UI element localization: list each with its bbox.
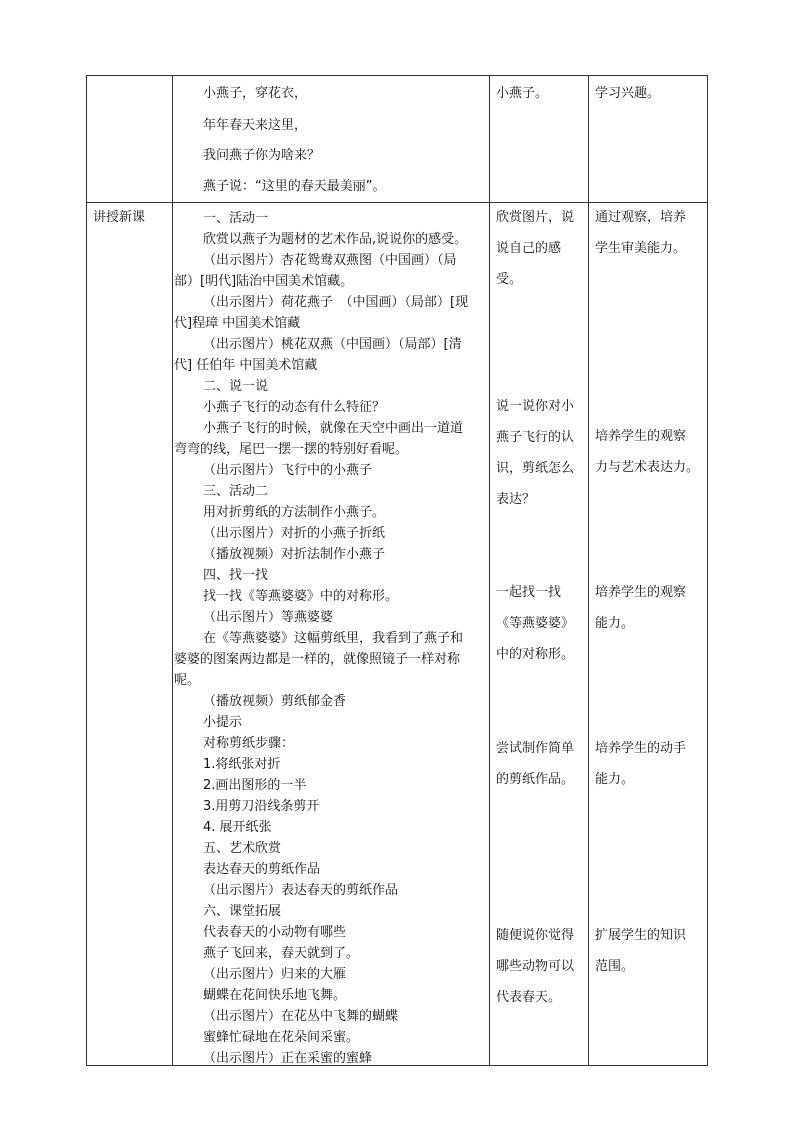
poem-line: 燕子说：“这里的春天最美丽”。	[203, 179, 386, 194]
teacher-activity-line: （出示图片）桃花双燕（中国画）（局部）[清	[203, 337, 462, 352]
teacher-activity-line: 蜜蜂忙碌地在花朵间采蜜。	[203, 1030, 360, 1045]
teacher-activity-line: 一、活动一	[203, 211, 269, 226]
student-activity: 一起找一找 《等燕婆婆》 中的对称形。	[496, 585, 575, 662]
poem-line: 我问燕子你为啥来？	[203, 148, 321, 163]
student-activity: 说一说你对小 燕子飞行的认 识，剪纸怎么 表达？	[496, 399, 575, 507]
teacher-activity-line: 小燕子飞行的动态有什么特征？	[203, 400, 386, 415]
design-purpose: 通过观察，培养 学生审美能力。	[595, 210, 687, 256]
student-activity: 随便说你觉得 哪些动物可以 代表春天。	[496, 928, 575, 1005]
table-border-left	[86, 75, 87, 1066]
teacher-activity-line: 五、艺术欣赏	[203, 841, 282, 856]
teacher-activity-line: 部）[明代]陆治中国美术馆藏。	[174, 274, 354, 289]
teacher-activity-line: （播放视频）剪纸郁金香	[203, 694, 347, 709]
teacher-activity-line: 在《等燕婆婆》这幅剪纸里，我看到了燕子和	[203, 631, 464, 646]
teacher-activity-line: 六、课堂拓展	[203, 904, 282, 919]
teacher-activity-line: （出示图片）飞行中的小燕子	[203, 463, 373, 478]
teacher-activity-line: （出示图片）归来的大雁	[203, 967, 347, 982]
table-border-bottom	[86, 1065, 708, 1066]
teacher-activity-line: 呢。	[174, 673, 201, 688]
teacher-activity-line: 三、活动二	[203, 484, 269, 499]
teacher-activity-line: 二、说一说	[203, 379, 269, 394]
teacher-activity-line: （出示图片）等燕婆婆	[203, 610, 334, 625]
teacher-activity-line: 对称剪纸步骤：	[203, 736, 295, 751]
table-border-right	[707, 75, 708, 1066]
teacher-activity-line: 2.画出图形的一半	[203, 778, 307, 793]
teacher-activity-line: （出示图片）在花丛中飞舞的蝴蝶	[203, 1009, 399, 1024]
table-column-divider	[588, 75, 589, 1066]
teacher-activity-line: 燕子飞回来，春天就到了。	[203, 946, 360, 961]
teacher-activity-line: 弯弯的线，尾巴一摆一摆的特别好看呢。	[174, 442, 409, 457]
teacher-activity-line: 代]程璋 中国美术馆藏	[174, 316, 301, 331]
teacher-activity-line: 用对折剪纸的方法制作小燕子。	[203, 505, 386, 520]
teacher-activity-line: （出示图片）表达春天的剪纸作品	[203, 883, 399, 898]
student-activity: 小燕子。	[496, 86, 549, 101]
teacher-activity-line: 小燕子飞行的时候，就像在天空中画出一道道	[203, 421, 464, 436]
teacher-activity-line: （出示图片）荷花燕子 （中国画）（局部）[现	[203, 295, 469, 310]
teacher-activity-line: 代] 任伯年 中国美术馆藏	[174, 358, 318, 373]
stage-label: 讲授新课	[93, 210, 146, 225]
teacher-activity-line: （播放视频）对折法制作小燕子	[203, 547, 386, 562]
teacher-activity-line: （出示图片）正在采蜜的蜜蜂	[203, 1051, 373, 1066]
teacher-activity-line: 小提示	[203, 715, 243, 730]
teacher-activity-line: 4. 展开纸张	[203, 820, 272, 835]
teacher-activity-line: 1.将纸张对折	[203, 757, 281, 772]
design-purpose: 培养学生的观察 能力。	[595, 585, 687, 631]
poem-line: 小燕子，穿花衣，	[203, 86, 308, 101]
table-border-top	[86, 75, 708, 76]
design-purpose: 培养学生的动手 能力。	[595, 741, 687, 787]
teacher-activity-line: 找一找《等燕婆婆》中的对称形。	[203, 589, 399, 604]
student-activity: 欣赏图片，说 说自己的感受。	[496, 210, 575, 287]
teacher-activity-line: 代表春天的小动物有哪些	[203, 925, 347, 940]
teacher-activity-line: 表达春天的剪纸作品	[203, 862, 321, 877]
teacher-activity-line: （出示图片）对折的小燕子折纸	[203, 526, 386, 541]
design-purpose: 学习兴趣。	[595, 86, 661, 101]
teacher-activity-line: 蝴蝶在花间快乐地飞舞。	[203, 988, 347, 1003]
teacher-activity-line: 婆婆的图案两边都是一样的，就像照镜子一样对称	[174, 652, 461, 667]
table-column-divider	[489, 75, 490, 1066]
teacher-activity-line: 3.用剪刀沿线条剪开	[203, 799, 320, 814]
poem-line: 年年春天来这里，	[203, 118, 308, 133]
design-purpose: 扩展学生的知识 范围。	[595, 928, 687, 974]
teacher-activity-line: （出示图片）杏花鸳鸯双燕图（中国画）（局	[203, 253, 457, 268]
teacher-activity-line: 欣赏以燕子为题材的艺术作品,说说你的感受。	[203, 232, 468, 247]
design-purpose: 培养学生的观察 力与艺术表达力。	[595, 429, 700, 475]
table-column-divider	[172, 75, 173, 1066]
student-activity: 尝试制作简单 的剪纸作品。	[496, 741, 575, 787]
teacher-activity-line: 四、找一找	[203, 568, 269, 583]
